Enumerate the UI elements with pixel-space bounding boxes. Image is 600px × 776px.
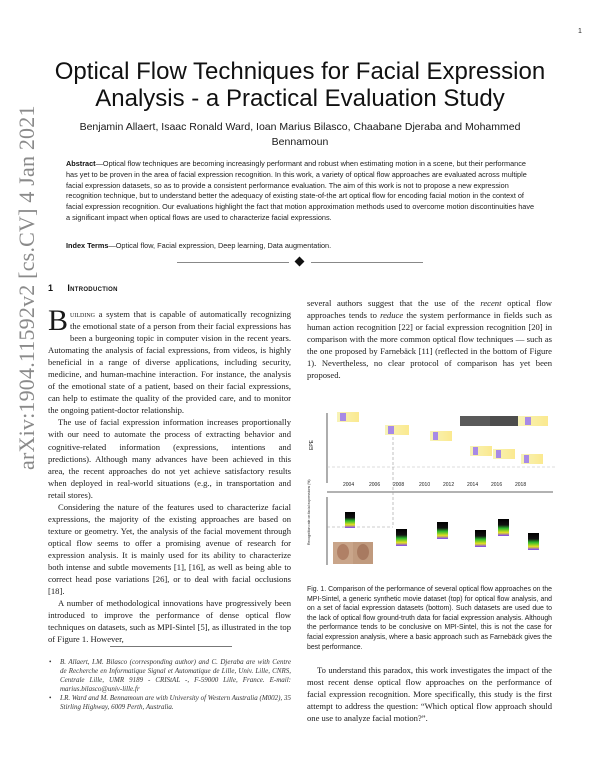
x-tick: 2006 [369,482,381,488]
footnote: • B. Allaert, I.M. Bilasco (corresponding author) and C. Djeraba are with Centre de Recherche en Informatique Signal et Automatique de Lille, Univ. Lille, CNRS, Centrale Lille, UMR 9189 - CRIStAL -, F-59000 Lille, France. E-mail: marius.bilasco@univ-lille.fr [48,658,291,694]
x-tick: 2012 [443,482,455,488]
emphasis: reduce [380,310,404,321]
paragraph-text: a system that is capable of automatically recognizing the emotional state of a person from their facial expressions has been a burgeoning topic in computer vision in the recent years. Automating the analysis of facial expressions, from videos, is highly beneficial in a range of diverse applications, including security, medicine, and human-machine interaction. For instance, the analysis of the emotional state of a patient, based on their facial expressions, can help to estimate the quality of the provided care, and to monitor the ongoing patient-doctor relationship. [48,309,291,416]
smallcaps-lead: uilding [70,309,96,319]
left-column [48,304,291,645]
footnote: • I.R. Ward and M. Bennamoun are with University of Western Australia (M002), 35 Stirling Highway, 6009 Perth, Australia. [48,694,291,712]
right-column-lower [307,664,552,724]
paragraph: A number of methodological innovations have progressively been introduced to improve the performance of dense optical flow techniques on datasets, such as MPI-Sintel [5], as illustrated in the top of Figure 1. However, [48,598,291,645]
figure-1 [305,405,565,585]
paper-title: Optical Flow Techniques for Facial Expression Analysis - a Practical Evaluation Study [54,58,546,112]
emphasis: recent [480,298,502,308]
abstract-text: —Optical flow techniques are becoming increasingly performant and robust when estimating motion in a scene, but their performance has yet to be proven in the area of facial expression recognition. In this work, a variety of optical flow approaches are evaluated across multiple facial expression datasets, so as to provide a consistent performance evaluation. The aim of this work is not to propose a new expression recognition technique, but to understand better the adequacy of existing state-of-the art optical flow for encoding facial motion in the context of facial expression recognition. Our evaluations highlight the fact that motion approximation methods used to overcome motion discontinuities have a significant impact when optical flows are used to characterize facial expressions. [66,159,535,222]
paragraph: The use of facial expression information increases proportionally with our need to automate the process of extracting behavior and cognitive-related information (expressions, intentions and predictions). Although many advances have been achieved in this area, the recent approaches do not yet achieve satisfactory results when deployed in real-world situations (e.g., in transportation and retail stores). [48,417,291,500]
arxiv-stamp: arXiv:1904.11592v2 [cs.CV] 4 Jan 2021 [14,105,39,470]
bottom-y-label: Recognition rate on facial expressions (%) [307,479,311,545]
text: several authors suggest that the use of the [307,298,481,308]
separator-diamond-icon [295,257,305,267]
x-tick: 2008 [393,482,405,488]
abstract-label: Abstract [66,159,96,168]
index-terms-label: Index Terms [66,241,109,250]
right-column [307,297,552,381]
x-tick: 2018 [515,482,527,488]
author-list: Benjamin Allaert, Isaac Ronald Ward, Ioan Marius Bilasco, Chaabane Djeraba and Mohammed Bennamoun [79,121,521,148]
separator-right [311,262,423,263]
paragraph [48,304,291,416]
section-number: 1 [48,283,54,293]
figure-caption: Fig. 1. Comparison of the performance of several optical flow approaches on the MPI-Sintel, a generic synthetic movie dataset (top) for optical flow analysis, and on a set of facial expression datasets (bottom). Such datasets are used due to the lack of optical flow ground-truth data for facial expression analysis. Although the performance tends to be conclusive on MPI-Sintel, this is not the case for facial expression analysis, where a basic approach such as Farnebäck gives the best performance. [307,586,552,651]
abstract [66,159,536,224]
top-y-label: EPE [309,439,315,450]
page-number: 1 [578,28,582,35]
text: optical flow approaches tends to [307,298,552,321]
paragraph: Considering the nature of the features used to characterize facial expressions, the majority of the existing approaches are based on texture or geometry. Yet, the analysis of the facial movement through optical flow seems to offer a promising avenue of research for expression analysis. It is mainly used for its ability to characterize both intense and subtle movements [1], [16], as well as being able to correct head pose variations [26], or to deal with facial occlusions [18]. [48,501,291,597]
x-tick: 2010 [419,482,431,488]
x-tick: 2016 [491,482,503,488]
section-title: Introduction [67,283,118,293]
separator-left [177,262,289,263]
footnote-rule [110,646,232,647]
paragraph: To understand this paradox, this work investigates the impact of the most recent dense optical flow approaches on the performance of facial expression recognition. More specifically, this study is the first attempt to address the question: “Which optical flow approach should one use to analyze facial motion?”. [307,665,552,724]
x-tick: 2004 [343,482,355,488]
index-terms-text: —Optical flow, Facial expression, Deep learning, Data augmentation. [108,241,332,250]
x-tick: 2014 [467,482,479,488]
text: the system performance in fields such as human action recognition [22] or facial expression recognition [20] in comparison with the more common optical flow techniques — such as the one proposed by Farnebäck [11] (reflected in the bottom of Figure 1). Nevertheless, no clear protocol of comparison has yet been proposed. [307,310,552,381]
paragraph [307,297,552,381]
section-heading [48,283,118,293]
footnotes [48,658,291,712]
drop-cap: B [48,304,69,337]
index-terms [66,241,536,250]
